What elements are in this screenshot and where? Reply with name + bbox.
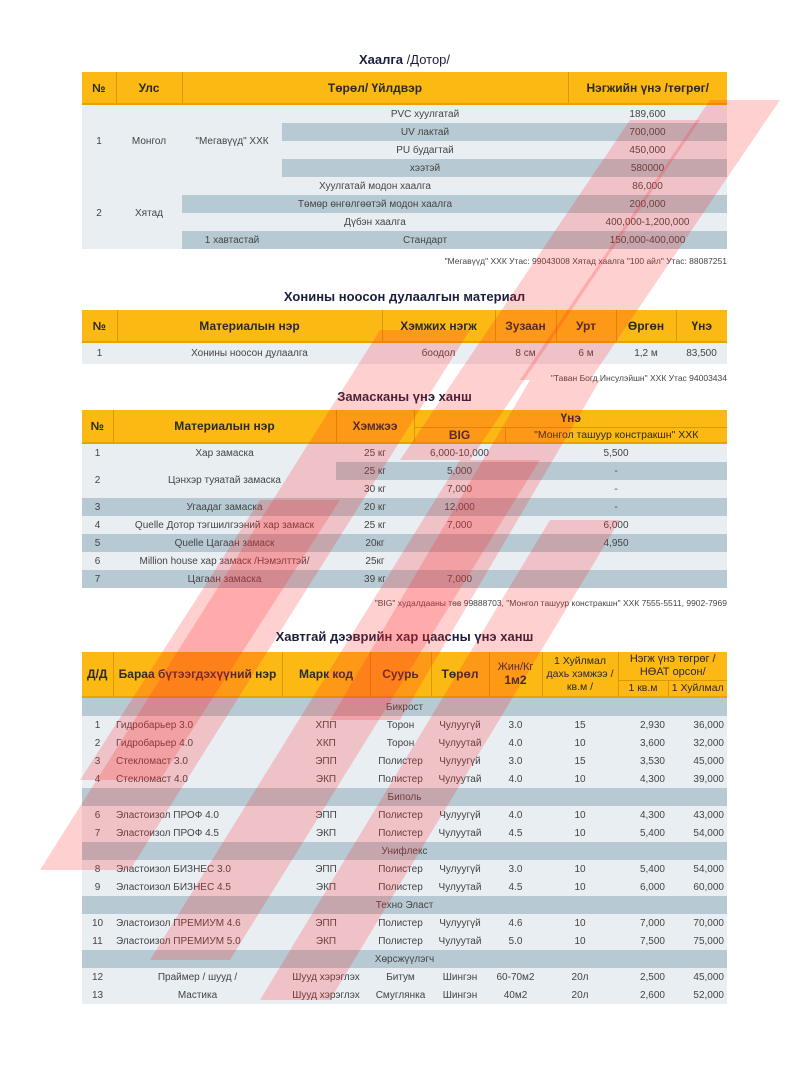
size: 39 кг xyxy=(336,570,414,588)
table-row xyxy=(82,570,727,588)
product-name: Эластоизол ПРЕМИУМ 5.0 xyxy=(113,932,282,950)
row-no: 8 xyxy=(82,860,113,878)
roll-size: 15 xyxy=(542,752,618,770)
weight: 3.0 xyxy=(489,716,542,734)
type: Чулуутай xyxy=(431,770,489,788)
weight: 3.0 xyxy=(489,752,542,770)
material-name: Quelle Цагаан замаск xyxy=(113,534,336,552)
doors-title-bold: Хаалга xyxy=(358,52,404,67)
price-per-roll: 43,000 xyxy=(668,806,727,824)
table-row xyxy=(82,177,727,195)
header-width: Өргөн xyxy=(616,310,676,342)
price-per-roll: 32,000 xyxy=(668,734,727,752)
base: Полистер xyxy=(370,914,431,932)
door-type: PU будагтай xyxy=(282,141,568,159)
material-name: Хонины ноосон дулаалга xyxy=(117,342,382,364)
table-row xyxy=(82,462,727,480)
price-per-roll: 45,000 xyxy=(668,968,727,986)
header-price: Үнэ xyxy=(414,410,727,427)
roll-size: 10 xyxy=(542,932,618,950)
door-type: UV лактай xyxy=(282,123,568,141)
header-thickness: Зузаан xyxy=(495,310,556,342)
length: 6 м xyxy=(556,342,616,364)
table-row xyxy=(82,716,727,734)
base: Торон xyxy=(370,734,431,752)
row-no: 13 xyxy=(82,986,113,1004)
weight: 4.0 xyxy=(489,770,542,788)
roll-size: 10 xyxy=(542,806,618,824)
door-type: PVC хуулгатай xyxy=(282,104,568,123)
weight: 4.0 xyxy=(489,806,542,824)
base: Полистер xyxy=(370,932,431,950)
price-per-roll: 54,000 xyxy=(668,824,727,842)
roll-size: 10 xyxy=(542,860,618,878)
type: Чулуугүй xyxy=(431,914,489,932)
group-name: Унифлекс xyxy=(82,842,727,860)
price-per-sqm: 3,600 xyxy=(618,734,668,752)
group-row xyxy=(82,697,727,716)
group-name: Техно Эласт xyxy=(82,896,727,914)
price-per-sqm: 4,300 xyxy=(618,770,668,788)
table-row xyxy=(82,806,727,824)
table-row xyxy=(82,986,727,1004)
price-per-roll: 60,000 xyxy=(668,878,727,896)
doors-header-row xyxy=(82,72,727,104)
type: Чулуугүй xyxy=(431,860,489,878)
row-no: 10 xyxy=(82,914,113,932)
doors-title-light: /Дотор/ xyxy=(403,52,451,67)
product-name: Мастика xyxy=(113,986,282,1004)
price-mtk: 6,000 xyxy=(505,516,727,534)
header-no: № xyxy=(82,410,113,443)
header-size: Хэмжээ xyxy=(336,410,414,443)
country: Хятад xyxy=(116,177,182,249)
price: 83,500 xyxy=(676,342,727,364)
brand-code: ЭКП xyxy=(282,878,370,896)
row-no: 1 xyxy=(82,443,113,462)
row-no: 7 xyxy=(82,570,113,588)
table-row xyxy=(82,443,727,462)
door-price: 200,000 xyxy=(568,195,727,213)
header-length: Урт xyxy=(556,310,616,342)
row-no: 1 xyxy=(82,716,113,734)
row-no: 2 xyxy=(82,177,116,249)
brand-code: ХПП xyxy=(282,716,370,734)
doors-title xyxy=(82,52,727,67)
row-no: 6 xyxy=(82,552,113,570)
price-per-sqm: 7,000 xyxy=(618,914,668,932)
header-country: Улс xyxy=(116,72,182,104)
weight: 3.0 xyxy=(489,860,542,878)
type: Чулуугүй xyxy=(431,716,489,734)
row-no: 9 xyxy=(82,878,113,896)
header-big: BIG xyxy=(414,427,505,443)
row-no: 2 xyxy=(82,734,113,752)
product-name: Стекломаст 3.0 xyxy=(113,752,282,770)
plaster-table xyxy=(82,410,727,588)
price-mtk: - xyxy=(505,480,727,498)
header-no: № xyxy=(82,72,116,104)
roll-size: 10 xyxy=(542,824,618,842)
price-per-roll: 70,000 xyxy=(668,914,727,932)
product-name: Эластоизол ПРОФ 4.0 xyxy=(113,806,282,824)
row-no: 6 xyxy=(82,806,113,824)
door-type: Хуулгатай модон хаалга xyxy=(182,177,568,195)
roll-size: 20л xyxy=(542,968,618,986)
roll-size: 15 xyxy=(542,716,618,734)
door-type: Төмөр өнгөлгөөтэй модон хаалга xyxy=(182,195,568,213)
group-name: Биполь xyxy=(82,788,727,806)
base: Полистер xyxy=(370,752,431,770)
base: Полистер xyxy=(370,878,431,896)
price-per-roll: 45,000 xyxy=(668,752,727,770)
base: Смуглянка xyxy=(370,986,431,1004)
row-no: 4 xyxy=(82,516,113,534)
type: Чулуутай xyxy=(431,734,489,752)
price-per-sqm: 2,600 xyxy=(618,986,668,1004)
brand-code: ЭПП xyxy=(282,752,370,770)
base: Полистер xyxy=(370,860,431,878)
type: Чулуугүй xyxy=(431,806,489,824)
type: Шингэн xyxy=(431,986,489,1004)
size: 25 кг xyxy=(336,443,414,462)
base: Полистер xyxy=(370,770,431,788)
price-per-sqm: 5,400 xyxy=(618,860,668,878)
price-per-roll: 36,000 xyxy=(668,716,727,734)
price-big: 7,000 xyxy=(414,480,505,498)
brand-code: ЭПП xyxy=(282,860,370,878)
price-big xyxy=(414,552,505,570)
group-row xyxy=(82,950,727,968)
table-row xyxy=(82,498,727,516)
weight: 4.6 xyxy=(489,914,542,932)
material-name: Хар замаска xyxy=(113,443,336,462)
base: Полистер xyxy=(370,806,431,824)
group-name: Бикрост xyxy=(82,697,727,716)
product-name: Эластоизол ПРЕМИУМ 4.6 xyxy=(113,914,282,932)
material-name: Цагаан замаска xyxy=(113,570,336,588)
price-big: 7,000 xyxy=(414,516,505,534)
price-mtk: 5,500 xyxy=(505,443,727,462)
door-price: 400,000-1,200,000 xyxy=(568,213,727,231)
header-roll-size: 1 Хуйлмал дахь хэмжээ / кв.м / xyxy=(542,652,618,697)
price-per-sqm: 6,000 xyxy=(618,878,668,896)
price-per-sqm: 5,400 xyxy=(618,824,668,842)
door-price: 580000 xyxy=(568,159,727,177)
header-mtk: "Монгол ташуур констракшн" ХХК xyxy=(505,427,727,443)
row-no: 5 xyxy=(82,534,113,552)
maker: "Мегавүүд" ХХК xyxy=(182,104,282,177)
row-no: 7 xyxy=(82,824,113,842)
product-name: Эластоизол БИЗНЕС 4.5 xyxy=(113,878,282,896)
roll-size: 10 xyxy=(542,914,618,932)
product-name: Эластоизол БИЗНЕС 3.0 xyxy=(113,860,282,878)
country: Монгол xyxy=(116,104,182,177)
wool-title: Хонины ноосон дулаалгын материал xyxy=(283,289,526,304)
row-no: 1 xyxy=(82,342,117,364)
group-row xyxy=(82,788,727,806)
table-row xyxy=(82,516,727,534)
table-row xyxy=(82,914,727,932)
roofing-table xyxy=(82,652,727,1004)
header-brand-code: Марк код xyxy=(282,652,370,697)
type: Чулуутай xyxy=(431,824,489,842)
material-name: Угаадаг замаска xyxy=(113,498,336,516)
wool-contact-note: "Таван Богд Инсулэйшн" ХХК Утас 94003434 xyxy=(550,373,727,383)
table-row xyxy=(82,770,727,788)
table-row xyxy=(82,342,727,364)
doors-table xyxy=(82,72,727,249)
header-weight-bottom: 1м2 xyxy=(504,673,527,687)
size: 25кг xyxy=(336,552,414,570)
type: Чулуугүй xyxy=(431,752,489,770)
row-no: 11 xyxy=(82,932,113,950)
header-weight xyxy=(489,652,542,697)
roll-size: 10 xyxy=(542,878,618,896)
table-row xyxy=(82,734,727,752)
type: Шингэн xyxy=(431,968,489,986)
price-big: 6,000-10,000 xyxy=(414,443,505,462)
header-unit-price: Нэгж үнэ төгрөг /НӨАТ орсон/ xyxy=(618,652,727,680)
price-per-sqm: 2,930 xyxy=(618,716,668,734)
row-no: 3 xyxy=(82,498,113,516)
weight: 60-70м2 xyxy=(489,968,542,986)
price-per-roll: 39,000 xyxy=(668,770,727,788)
group-name: Хөрсжүүлэгч xyxy=(82,950,727,968)
size: 20кг xyxy=(336,534,414,552)
brand-code: ЭПП xyxy=(282,806,370,824)
door-price: 150,000-400,000 xyxy=(568,231,727,249)
roll-size: 10 xyxy=(542,734,618,752)
row-no: 2 xyxy=(82,462,113,498)
price-big: 5,000 xyxy=(414,462,505,480)
door-subtype: 1 хавтастай xyxy=(182,231,282,249)
table-row xyxy=(82,552,727,570)
material-name: Quelle Дотор тэгшилгээний хар замаск xyxy=(113,516,336,534)
header-no: Д/Д xyxy=(82,652,113,697)
material-name: Million house хар замаск /Нэмэлттэй/ xyxy=(113,552,336,570)
price-big: 12,000 xyxy=(414,498,505,516)
table-row xyxy=(82,932,727,950)
brand-code: ЭКП xyxy=(282,770,370,788)
thickness: 8 см xyxy=(495,342,556,364)
type: Чулуутай xyxy=(431,878,489,896)
door-type: хээтэй xyxy=(282,159,568,177)
product-name: Праймер / шууд / xyxy=(113,968,282,986)
brand-code: ХКП xyxy=(282,734,370,752)
size: 25 кг xyxy=(336,462,414,480)
price-big xyxy=(414,534,505,552)
price-mtk xyxy=(505,552,727,570)
wool-header-row xyxy=(82,310,727,342)
table-row xyxy=(82,534,727,552)
header-price: Үнэ xyxy=(676,310,727,342)
table-row xyxy=(82,968,727,986)
width: 1,2 м xyxy=(616,342,676,364)
price-mtk: - xyxy=(505,462,727,480)
base: Битум xyxy=(370,968,431,986)
weight: 4.5 xyxy=(489,824,542,842)
table-row xyxy=(82,860,727,878)
header-material: Материалын нэр xyxy=(113,410,336,443)
header-per-roll: 1 Хуйлмал xyxy=(668,680,727,697)
table-row xyxy=(82,824,727,842)
group-row xyxy=(82,896,727,914)
product-name: Эластоизол ПРОФ 4.5 xyxy=(113,824,282,842)
brand-code: ЭКП xyxy=(282,824,370,842)
price-mtk xyxy=(505,570,727,588)
row-no: 4 xyxy=(82,770,113,788)
size: 25 кг xyxy=(336,516,414,534)
price-mtk: 4,950 xyxy=(505,534,727,552)
brand-code: ЭКП xyxy=(282,932,370,950)
price-per-sqm: 3,530 xyxy=(618,752,668,770)
doors-contact-note: "Мегавүүд" ХХК Утас: 99043008 Хятад хаалга "100 айл" Утас: 88087251 xyxy=(444,256,727,266)
material-name: Цэнхэр туяатай замаска xyxy=(113,462,336,498)
weight: 4.5 xyxy=(489,878,542,896)
size: 20 кг xyxy=(336,498,414,516)
type: Чулуутай xyxy=(431,932,489,950)
table-row xyxy=(82,104,727,123)
row-no: 3 xyxy=(82,752,113,770)
weight: 40м2 xyxy=(489,986,542,1004)
header-product-name: Бараа бүтээгдэхүүний нэр xyxy=(113,652,282,697)
header-no: № xyxy=(82,310,117,342)
price-per-sqm: 7,500 xyxy=(618,932,668,950)
door-type: Стандарт xyxy=(282,231,568,249)
weight: 5.0 xyxy=(489,932,542,950)
header-type: Төрөл xyxy=(431,652,489,697)
wool-table xyxy=(82,310,727,364)
door-price: 86,000 xyxy=(568,177,727,195)
product-name: Гидробарьер 4.0 xyxy=(113,734,282,752)
door-price: 700,000 xyxy=(568,123,727,141)
header-per-sqm: 1 кв.м xyxy=(618,680,668,697)
price-big: 7,000 xyxy=(414,570,505,588)
product-name: Гидробарьер 3.0 xyxy=(113,716,282,734)
brand-code: Шууд хэрэглэх xyxy=(282,986,370,1004)
weight: 4.0 xyxy=(489,734,542,752)
header-unit-price: Нэгжийн үнэ /төгрөг/ xyxy=(568,72,727,104)
row-no: 1 xyxy=(82,104,116,177)
roofing-body xyxy=(82,697,727,1004)
size: 30 кг xyxy=(336,480,414,498)
roofing-header-row xyxy=(82,652,727,680)
price-per-roll: 54,000 xyxy=(668,860,727,878)
plaster-contact-note: "BIG" худалдааны төв 99888703, "Монгол ташуур констракшн" ХХК 7555-5511, 9902-7969 xyxy=(374,598,727,608)
row-no: 12 xyxy=(82,968,113,986)
unit: боодол xyxy=(382,342,495,364)
plaster-header-row xyxy=(82,410,727,427)
header-weight-top: Жин/Кг xyxy=(497,661,534,673)
price-per-roll: 52,000 xyxy=(668,986,727,1004)
header-base: Суурь xyxy=(370,652,431,697)
table-row xyxy=(82,878,727,896)
door-price: 450,000 xyxy=(568,141,727,159)
group-row xyxy=(82,842,727,860)
header-type: Төрөл/ Үйлдвэр xyxy=(182,72,568,104)
door-type: Дүбэн хаалга xyxy=(182,213,568,231)
brand-code: Шууд хэрэглэх xyxy=(282,968,370,986)
header-unit: Хэмжих нэгж xyxy=(382,310,495,342)
product-name: Стекломаст 4.0 xyxy=(113,770,282,788)
brand-code: ЭПП xyxy=(282,914,370,932)
price-per-sqm: 2,500 xyxy=(618,968,668,986)
plaster-title: Замасканы үнэ ханш xyxy=(337,389,472,404)
base: Полистер xyxy=(370,824,431,842)
table-row xyxy=(82,752,727,770)
roofing-title: Хавтгай дээврийн хар цаасны үнэ ханш xyxy=(275,629,534,644)
price-per-sqm: 4,300 xyxy=(618,806,668,824)
header-material: Материалын нэр xyxy=(117,310,382,342)
price-mtk: - xyxy=(505,498,727,516)
roll-size: 20л xyxy=(542,986,618,1004)
base: Торон xyxy=(370,716,431,734)
door-price: 189,600 xyxy=(568,104,727,123)
price-per-roll: 75,000 xyxy=(668,932,727,950)
roll-size: 10 xyxy=(542,770,618,788)
